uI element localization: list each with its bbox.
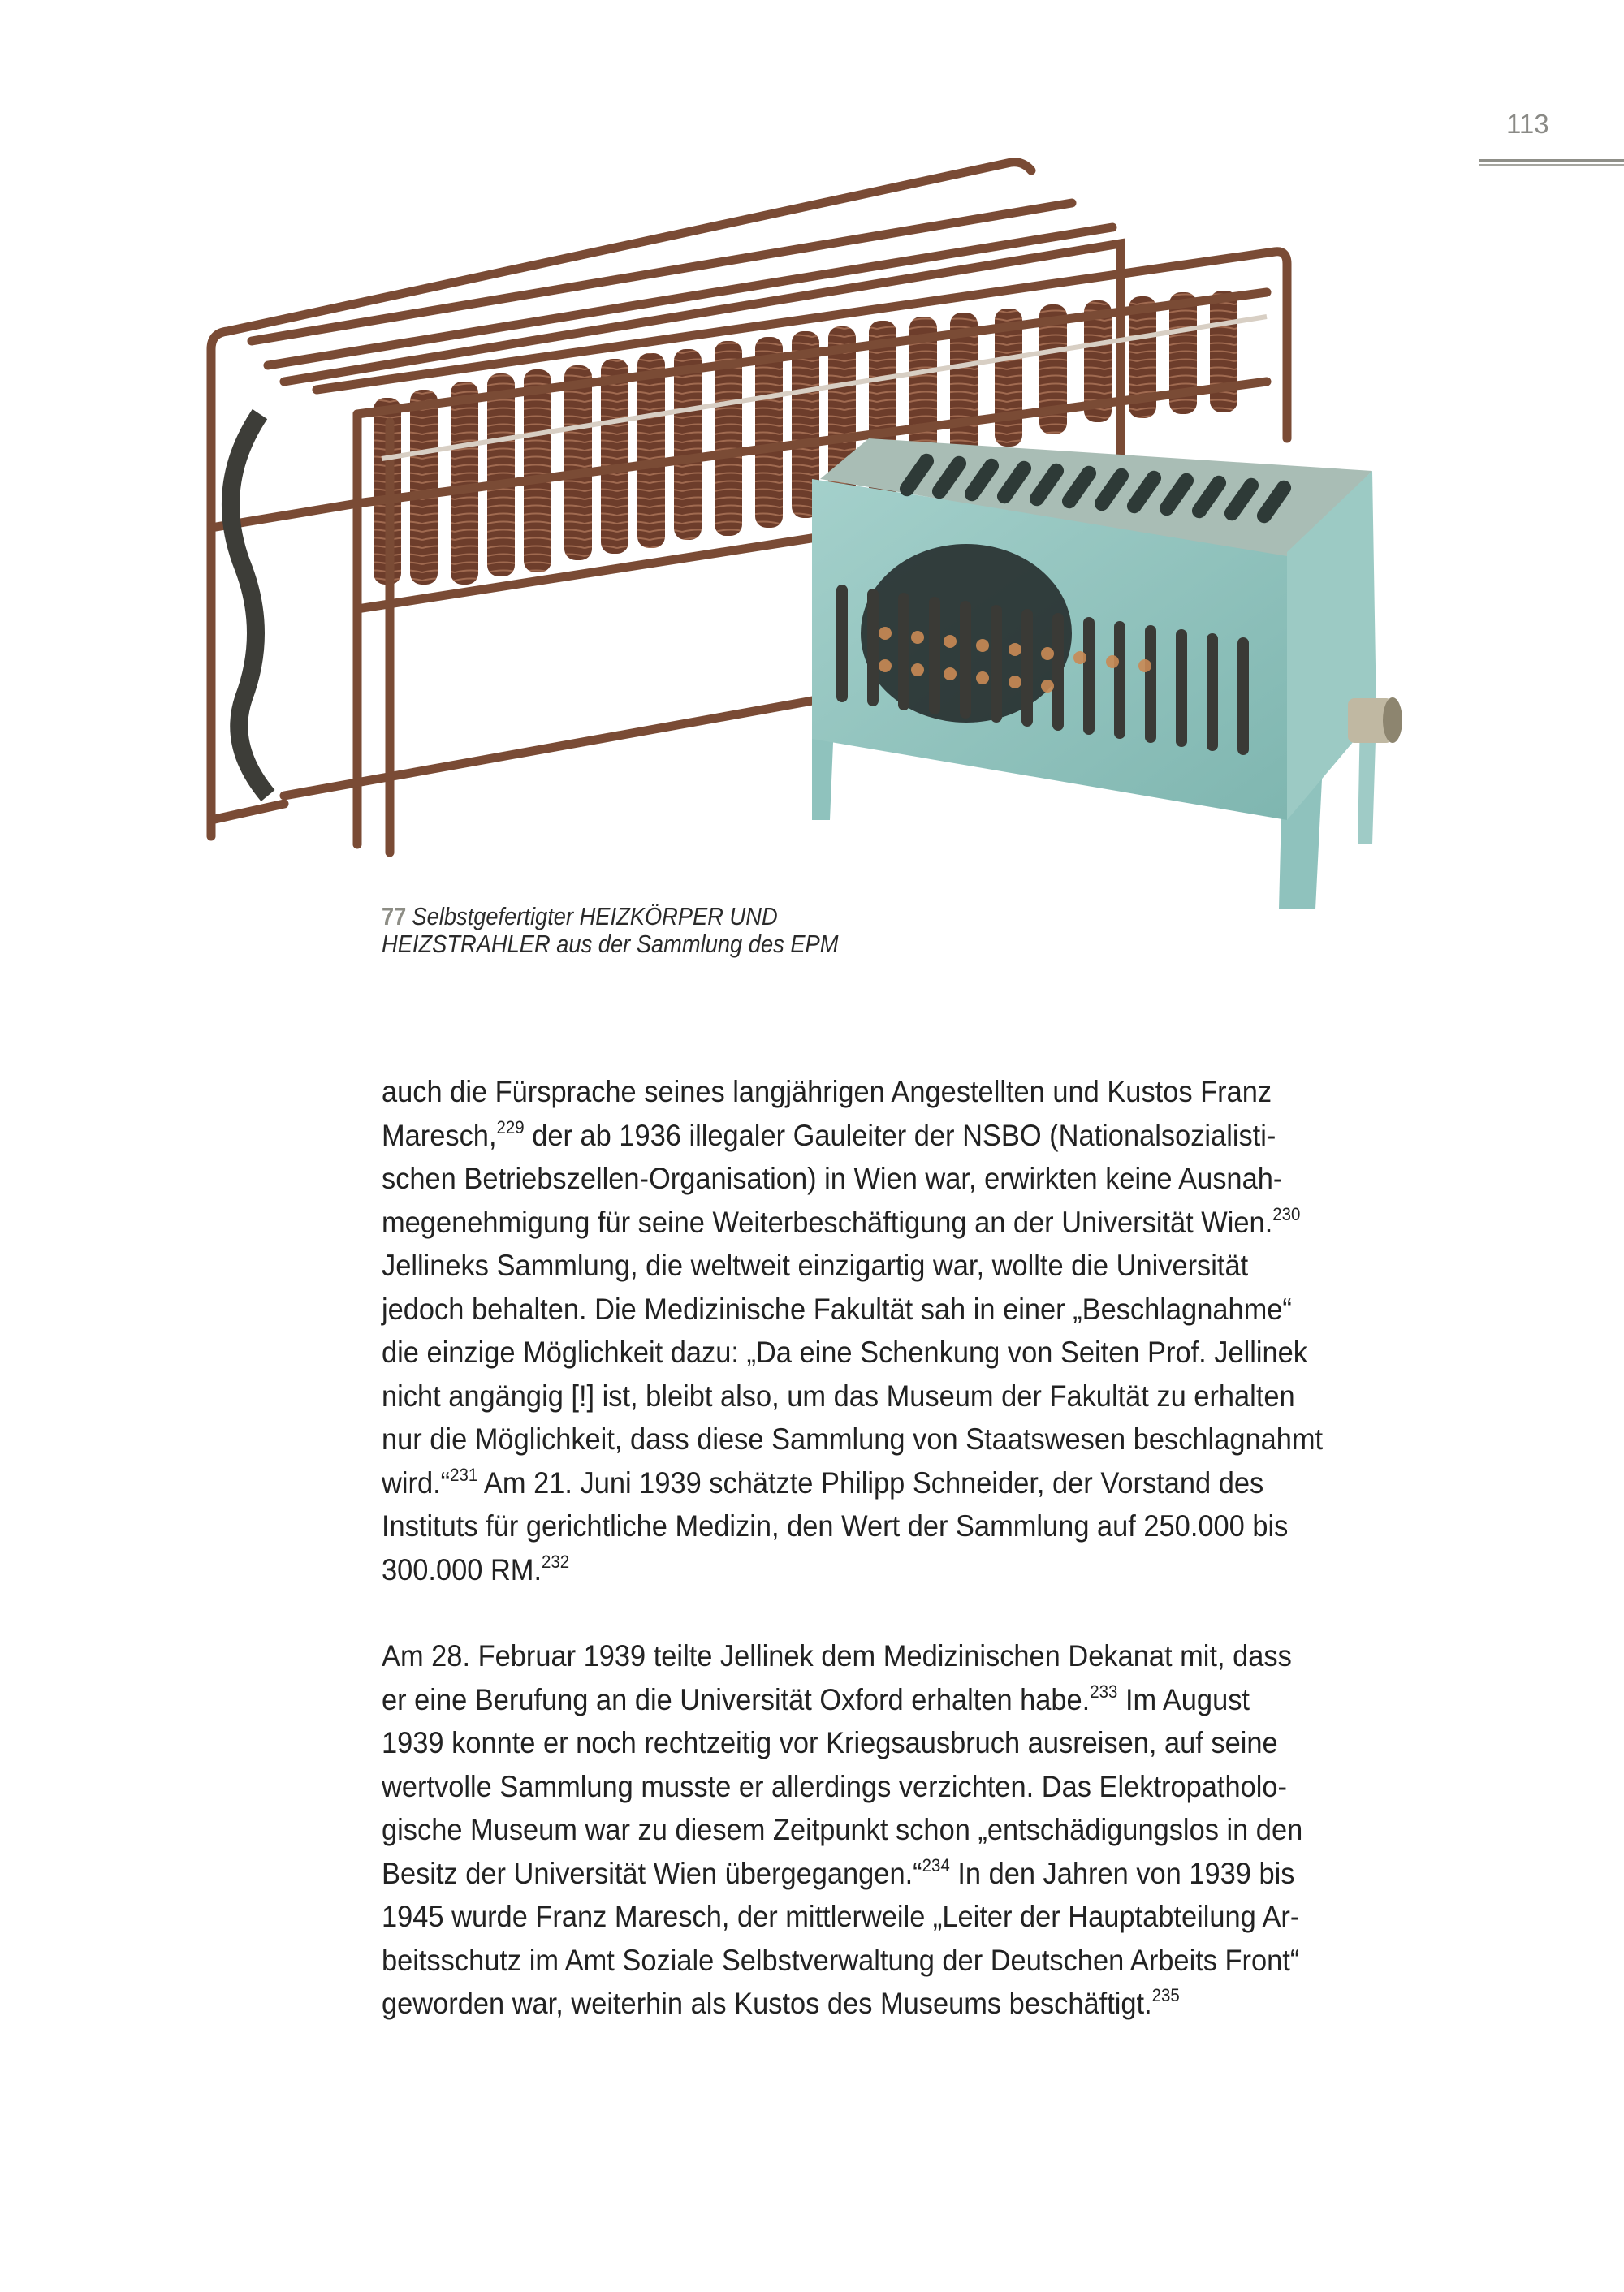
line-text-continued: Am 21. Juni 1939 schätzte Philipp Schneider, der Vorstand des — [477, 1465, 1264, 1500]
text-line — [382, 1070, 1462, 1114]
text-line — [382, 1331, 1462, 1375]
footnote-reference: 235 — [1151, 1985, 1180, 2005]
page-number-rule-secondary — [1479, 164, 1624, 166]
line-text: nicht angängig [!] ist, bleibt also, um das Museum der Fakultät zu erhalten — [382, 1379, 1295, 1413]
paragraph — [382, 1634, 1462, 2026]
power-cable — [231, 414, 268, 796]
line-text: wird.“ — [382, 1465, 451, 1500]
line-text: gische Museum war zu diesem Zeitpunkt schon „entschädigungslos in den — [382, 1813, 1303, 1846]
text-line — [382, 1504, 1462, 1548]
text-line — [382, 1634, 1462, 1678]
line-text: beitsschutz im Amt Soziale Selbstverwaltung der Deutschen Arbeits Front“ — [382, 1943, 1300, 1977]
footnote-reference: 234 — [922, 1854, 950, 1875]
line-text: 300.000 RM. — [382, 1552, 542, 1586]
text-line — [382, 1982, 1462, 2026]
caption-line: HEIZSTRAHLER aus der Sammlung des EPM — [382, 930, 839, 958]
line-text: 1939 konnte er noch rechtzeitig vor Kriegsausbruch ausreisen, auf seine — [382, 1726, 1278, 1759]
footnote-reference: 233 — [1090, 1681, 1118, 1702]
text-line — [382, 1852, 1462, 1896]
text-line — [382, 1288, 1462, 1332]
text-line — [382, 1765, 1462, 1809]
text-line — [382, 1201, 1462, 1245]
figure-caption — [382, 903, 1025, 958]
text-line — [382, 1114, 1462, 1158]
line-text: jedoch behalten. Die Medizinische Fakultät sah in einer „Beschlagnahme“ — [382, 1292, 1292, 1326]
power-socket — [1348, 697, 1402, 743]
page-number: 113 — [1506, 109, 1549, 139]
body-text — [382, 1070, 1462, 2026]
line-text: Instituts für gerichtliche Medizin, den Wert der Sammlung auf 250.000 bis — [382, 1509, 1289, 1543]
line-text: Maresch, — [382, 1118, 497, 1152]
line-text: 1945 wurde Franz Maresch, der mittlerweile „Leiter der Hauptabteilung Ar- — [382, 1900, 1300, 1933]
line-text: er eine Berufung an die Universität Oxford erhalten habe. — [382, 1682, 1091, 1716]
line-text: megenehmigung für seine Weiterbeschäftigung an der Universität Wien. — [382, 1205, 1273, 1239]
text-line — [382, 1375, 1462, 1418]
footnote-reference: 230 — [1272, 1203, 1301, 1224]
footnote-reference: 231 — [450, 1464, 478, 1485]
line-text: wertvolle Sammlung musste er allerdings verzichten. Das Elektropatholo- — [382, 1769, 1287, 1803]
turquoise-radiant-heater — [812, 438, 1402, 909]
line-text: die einzige Möglichkeit dazu: „Da eine Schenkung von Seiten Prof. Jellinek — [382, 1336, 1308, 1369]
page-number-rule — [1479, 159, 1624, 162]
text-line — [382, 1808, 1462, 1852]
line-text: Am 28. Februar 1939 teilte Jellinek dem Medizinischen Dekanat mit, dass — [382, 1639, 1292, 1673]
text-line — [382, 1461, 1462, 1505]
paragraph — [382, 1070, 1462, 1591]
line-text-continued: In den Jahren von 1939 bis — [949, 1856, 1295, 1890]
footnote-reference: 232 — [542, 1551, 570, 1572]
text-line — [382, 1939, 1462, 1983]
text-line — [382, 1548, 1462, 1592]
caption-line: Selbstgefertigter HEIZKÖRPER UND — [412, 902, 778, 930]
heaters-illustration — [195, 146, 1462, 926]
figure-number: 77 — [382, 902, 407, 930]
line-text: Besitz der Universität Wien übergegangen.“ — [382, 1856, 922, 1890]
footnote-reference: 229 — [496, 1116, 525, 1137]
line-text: Jellineks Sammlung, die weltweit einzigartig war, wollte die Universität — [382, 1249, 1249, 1282]
line-text: nur die Möglichkeit, dass diese Sammlung von Staatswesen beschlagnahmt — [382, 1422, 1324, 1456]
line-text: schen Betriebszellen-Organisation) in Wien war, erwirkten keine Ausnah- — [382, 1162, 1283, 1195]
text-line — [382, 1418, 1462, 1461]
text-line — [382, 1678, 1462, 1722]
line-text-continued: Im August — [1117, 1682, 1250, 1716]
text-line — [382, 1721, 1462, 1765]
line-text: auch die Fürsprache seines langjährigen Angestellten und Kustos Franz — [382, 1075, 1272, 1108]
line-text-continued: der ab 1936 illegaler Gauleiter der NSBO (Nationalsozialisti- — [524, 1118, 1276, 1152]
text-line — [382, 1157, 1462, 1201]
text-line — [382, 1895, 1462, 1939]
line-text: geworden war, weiterhin als Kustos des Museums beschäftigt. — [382, 1987, 1152, 2020]
text-line — [382, 1244, 1462, 1288]
figure-heaters-photo — [195, 146, 1462, 926]
